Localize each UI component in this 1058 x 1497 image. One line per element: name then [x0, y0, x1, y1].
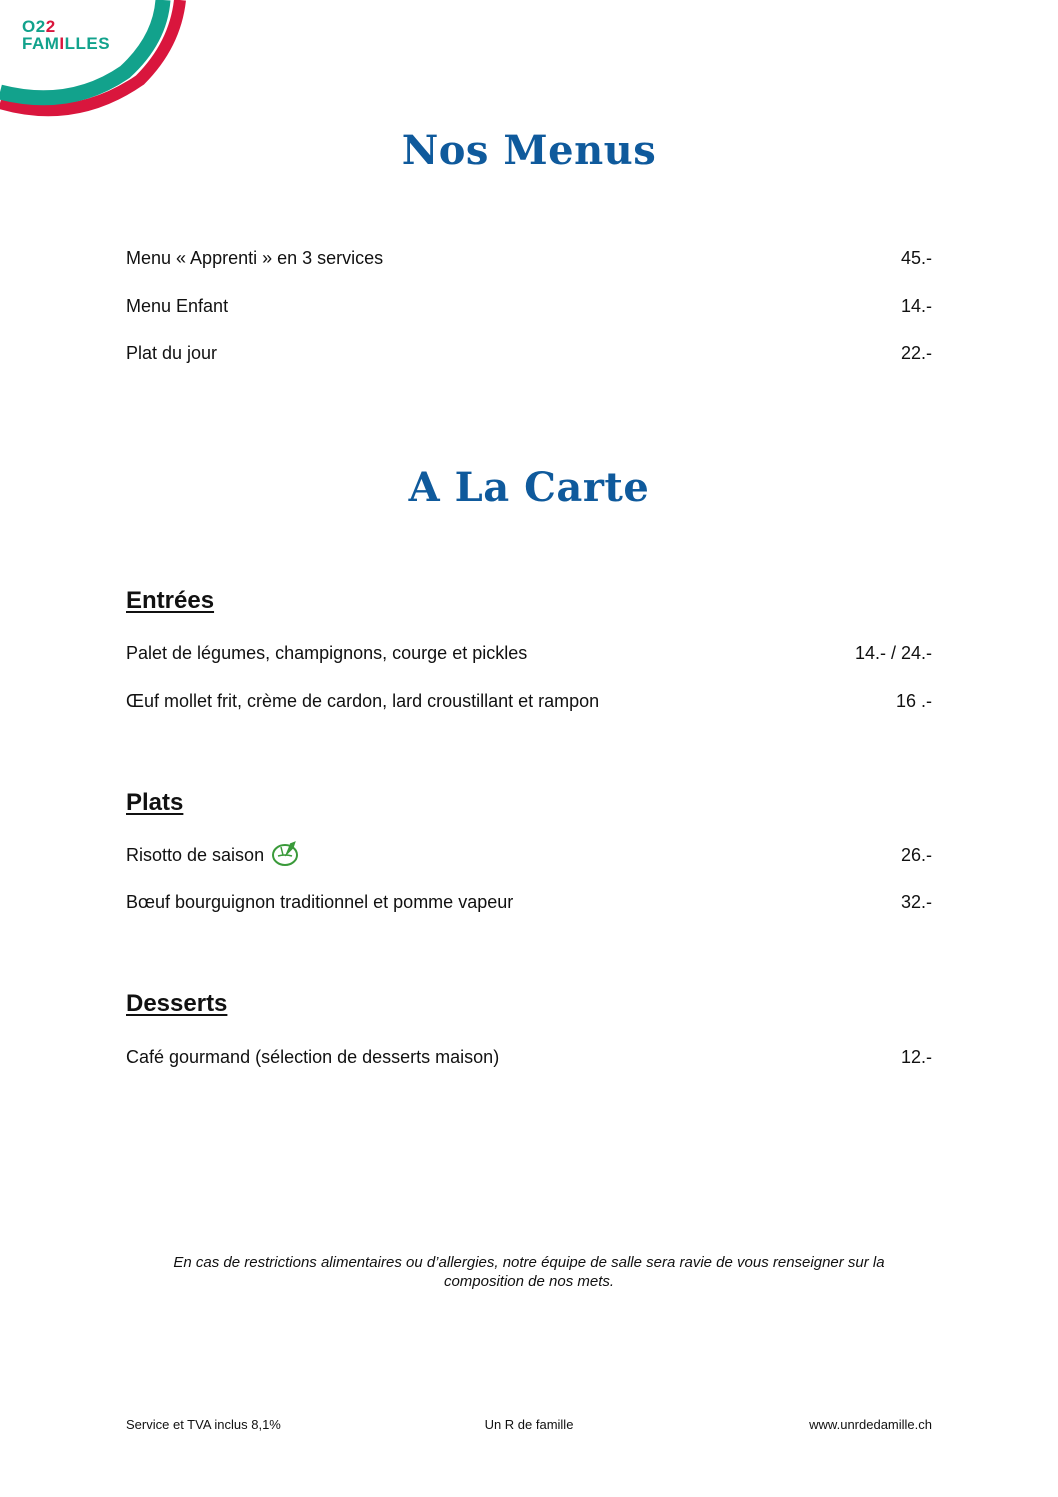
menu-item	[126, 845, 932, 869]
footer-website: www.unrdedamille.ch	[809, 1417, 932, 1432]
menu-item	[126, 691, 932, 715]
menu-item-price: 14.-	[900, 296, 932, 316]
menu-item-name: Menu « Apprenti » en 3 services	[126, 248, 384, 268]
section-title-desserts: Desserts	[126, 990, 228, 1017]
footer-brand: Un R de famille	[484, 1417, 574, 1432]
menu-item	[126, 1047, 932, 1071]
menu-item-name: Risotto de saison	[126, 845, 265, 865]
footer-service-info: Service et TVA inclus 8,1%	[126, 1417, 281, 1432]
menu-item-price: 32.-	[900, 892, 932, 912]
brand-logo: O22 FAMILLES	[22, 17, 111, 53]
menu-item-name: Palet de légumes, champignons, courge et pickles	[126, 643, 528, 663]
menu-item-name: Œuf mollet frit, crème de cardon, lard croustillant et rampon	[126, 691, 600, 711]
carte-title: A La Carte	[408, 464, 650, 511]
menus-title: Nos Menus	[401, 127, 657, 174]
menu-item-name: Menu Enfant	[126, 296, 229, 316]
menu-item-name-wrap	[126, 845, 300, 867]
allergy-note: En cas de restrictions alimentaires ou d’allergies, notre équipe de salle sera ravie de vous renseigner sur la composition de nos mets.	[173, 1254, 885, 1290]
vegetarian-icon	[270, 841, 300, 867]
section-title-entrees: Entrées	[126, 587, 215, 614]
menu-item-price: 16 .-	[895, 691, 932, 711]
menu-item-name: Bœuf bourguignon traditionnel et pomme vapeur	[126, 892, 514, 912]
menu-item	[126, 892, 932, 916]
menu-item	[126, 296, 932, 320]
menu-item	[126, 248, 932, 272]
menu-item	[126, 343, 932, 367]
menu-item-name: Plat du jour	[126, 343, 218, 363]
menu-item-price: 45.-	[900, 248, 932, 268]
menu-item-price: 22.-	[900, 343, 932, 363]
menu-item	[126, 643, 932, 667]
menu-item-price: 14.- / 24.-	[854, 643, 932, 663]
menu-item-price: 26.-	[900, 845, 932, 865]
menu-item-price: 12.-	[900, 1047, 932, 1067]
section-title-plats: Plats	[126, 789, 184, 816]
menu-item-name: Café gourmand (sélection de desserts maison)	[126, 1047, 500, 1067]
